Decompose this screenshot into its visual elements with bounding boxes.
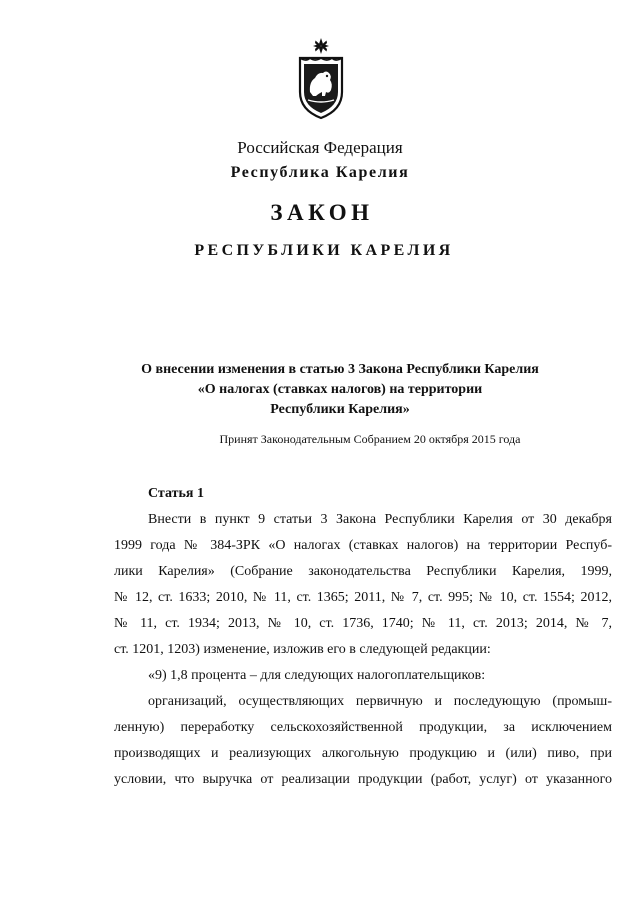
article-text-line: ст. 1201, 1203) изменение, изложив его в следующей редакции: — [114, 642, 491, 657]
law-heading — [100, 360, 580, 420]
article-text-line: ленную) переработку сельскохозяйственной продукции, за исключением — [114, 720, 612, 735]
article-text-line: «9) 1,8 процента – для следующих налогоплательщиков: — [148, 668, 486, 683]
law-title: ЗАКОН — [270, 200, 374, 225]
republic-name: Республика Карелия — [230, 164, 410, 181]
heading-line: О внесении изменения в статью 3 Закона Республики Карелия — [141, 362, 539, 377]
article-title: Статья 1 — [148, 486, 204, 501]
adoption-note: Принят Законодательным Собранием 20 октября 2015 года — [219, 432, 521, 446]
article-text-line: № 11, ст. 1934; 2013, № 10, ст. 1736, 1740; № 11, ст. 2013; 2014, № 7, — [114, 616, 612, 631]
article-text-line: 1999 года № 384-ЗРК «О налогах (ставках налогов) на территории Респуб- — [114, 538, 612, 553]
article-text-line: лики Карелия» (Собрание законодательства Республики Карелия, 1999, — [114, 564, 612, 579]
article-text-line: производящих и реализующих алкогольную продукцию и (или) пиво, при — [114, 746, 612, 761]
country-name: Российская Федерация — [237, 138, 403, 157]
law-subtitle: РЕСПУБЛИКИ КАРЕЛИЯ — [194, 242, 454, 259]
article-text-line: № 12, ст. 1633; 2010, № 11, ст. 1365; 2011, № 7, ст. 995; № 10, ст. 1554; 2012, — [114, 590, 612, 605]
article-text-line: организаций, осуществляющих первичную и последующую (промыш- — [148, 694, 612, 709]
article-text-line: условии, что выручка от реализации продукции (работ, услуг) от указанного — [114, 772, 612, 787]
karelia-coat-of-arms-icon — [296, 38, 346, 120]
article-text-line: Внести в пункт 9 статьи 3 Закона Республики Карелия от 30 декабря — [148, 512, 612, 527]
heading-line: «О налогах (ставках налогов) на территории — [197, 382, 483, 397]
heading-line: Республики Карелия» — [270, 402, 410, 417]
